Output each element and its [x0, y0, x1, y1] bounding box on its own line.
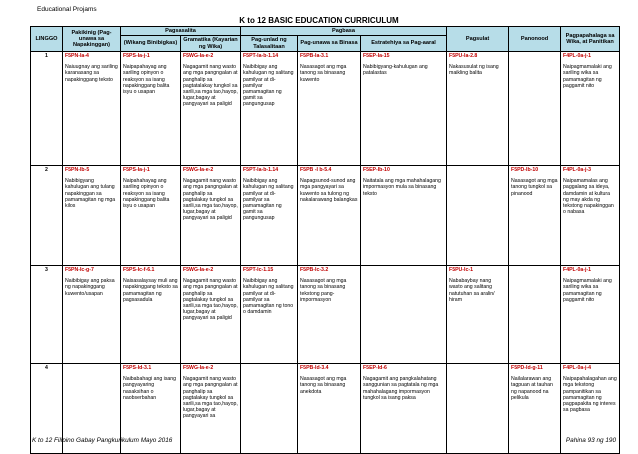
week-number: 2 — [31, 165, 63, 265]
footer-document-name: K to 12 Filipino Gabay Pangkurikulum Mayo 2016 — [32, 437, 173, 444]
table-cell — [241, 165, 298, 265]
competency-text: Naipapahalagahan ang mga tekstong pampanitikan sa pamamagitan ng pagpapakita ng interes sa pagbasa — [563, 376, 617, 414]
column-header-talasalitaan: Pag-unlad ng Talasalitaan — [241, 36, 298, 52]
table-cell — [63, 51, 121, 165]
competency-code: F5EP-Ia-15 — [363, 52, 390, 59]
competency-code: F5PB -I b-5.4 — [300, 166, 332, 173]
table-cell — [447, 51, 509, 165]
column-header-pagsasalita: Pagsasalita — [121, 27, 241, 36]
competency-text: Nagagamit nang wasto ang mga pangngalan at panghalip sa pagtalakay tungkol sa sarili,sa mga tao,hayop, lugar,bagay at pangyayari sa paligid — [183, 178, 238, 222]
table-body — [31, 51, 620, 453]
table-cell — [298, 165, 361, 265]
competency-text: Nasasagot ang mga tanong sa binasang kuwento — [300, 64, 347, 83]
table-cell — [361, 51, 447, 165]
competency-code: F5PB-Ia-3.1 — [300, 52, 329, 59]
table-cell — [181, 363, 241, 453]
competency-text: Naisasalaysay muli ang napakinggang teksto sa pamamagitan ng pagsasadula — [123, 278, 178, 303]
week-number: 1 — [31, 51, 63, 165]
competency-code: F5PT-Ic-1.15 — [243, 266, 274, 273]
table-cell — [447, 165, 509, 265]
competency-text: Naipagmamalaki ang sariling wika sa pamamagitan ng paggamit nito — [563, 278, 612, 303]
competency-text: Nagagamit nang wasto ang mga pangngalan at panghalip sa pagtatalakay tungkol sa sarili,sa mga tao,hayop, lugar,bagay at pangyayari sa paligid — [183, 64, 238, 108]
table-row — [31, 165, 620, 265]
competency-text: Napagsunod-sunod ang mga pangyayari sa kuwento sa tulong ng nakalarawang balangkas — [300, 178, 358, 203]
competency-text: Naibibigay ang paksa ng napakinggang kuwento/usapan — [65, 278, 115, 297]
week-number: 3 — [31, 265, 63, 363]
column-header-pagpapahalaga: Pagpapahalaga sa Wika, at Panitikan — [561, 27, 620, 52]
competency-code: F4PL-0a-j-3 — [563, 166, 592, 173]
table-cell — [361, 363, 447, 453]
competency-code: F5PS-Ic-f-6.1 — [123, 266, 155, 273]
table-row — [31, 265, 620, 363]
table-cell — [298, 363, 361, 453]
table-cell — [121, 51, 181, 165]
competency-code: F5PT-Ia-b-1.14 — [243, 166, 279, 173]
competency-code: F5PU-Ic-1 — [449, 266, 473, 273]
table-cell — [298, 265, 361, 363]
competency-text: Naibabahagi ang isang pangyayaring nasaksihan o naobserbahan — [123, 376, 177, 401]
table-cell — [447, 363, 509, 453]
competency-text: Naitatala ang mga mahahalagang impormasyon mula sa binasang teksto — [363, 178, 441, 197]
curriculum-table — [30, 26, 620, 454]
competency-text: Naipahahayag ang sariling opinyon o reaksyon sa isang napakinggang balita isyu o usapan — [123, 178, 170, 209]
column-header-panonood: Panonood — [509, 27, 561, 52]
competency-code: F5WG-Ia-e-2 — [183, 166, 214, 173]
competency-code: F5PD-Id-g-11 — [511, 364, 543, 371]
competency-code: F5PB-Ic-3.2 — [300, 266, 329, 273]
competency-text: Naiuugnay ang sariling karanasang sa napakinggang teksto — [65, 64, 118, 83]
competency-code: F5PN-Ib-5 — [65, 166, 90, 173]
footer-page-number: Pahina 93 ng 190 — [565, 437, 616, 444]
table-cell — [361, 165, 447, 265]
competency-code: F5PU-Ia-2.8 — [449, 52, 478, 59]
table-cell — [447, 265, 509, 363]
table-cell — [241, 265, 298, 363]
competency-code: F5PB-Id-3.4 — [300, 364, 329, 371]
table-cell — [121, 165, 181, 265]
column-header-pagsulat: Pagsulat — [447, 27, 509, 52]
table-cell — [181, 265, 241, 363]
competency-code: F5PN-Ia-4 — [65, 52, 89, 59]
table-cell — [63, 265, 121, 363]
header-organization: Educational Projams — [37, 6, 97, 13]
competency-code: F5PS-Ia-j-1 — [123, 166, 150, 173]
table-cell — [361, 265, 447, 363]
competency-code: F5PT-Ia-b-1.14 — [243, 52, 279, 59]
competency-text: Nababaybay nang wasto ang salitang natutuhan sa aralin/ hiram — [449, 278, 495, 303]
table-cell — [561, 165, 620, 265]
column-header-gramatika: Gramatika (Kayarian ng Wika) — [181, 36, 241, 52]
competency-text: Nasasagot ang mga tanong sa binasang tekstong pang-impormasyon — [300, 278, 347, 303]
table-cell — [181, 165, 241, 265]
column-header-pagbasa: Pagbasa — [241, 27, 447, 36]
competency-text: Nasasagot ang mga tanong tungkol sa pinanood — [511, 178, 558, 197]
competency-code: F5WG-Ia-e-2 — [183, 266, 214, 273]
table-cell — [181, 51, 241, 165]
competency-code: F5EP-Ib-10 — [363, 166, 390, 173]
column-header-pag-unawa: Pag-unawa sa Binasa — [298, 36, 361, 52]
competency-text: Nakasusulat ng isang maikling balita — [449, 64, 499, 77]
competency-code: F5PS-Ia-j-1 — [123, 52, 150, 59]
competency-text: Nabibigyang-kahulugan ang patalastas — [363, 64, 428, 77]
table-cell — [298, 51, 361, 165]
document-title: K to 12 BASIC EDUCATION CURRICULUM — [239, 16, 399, 25]
competency-code: F4PL-0a-j-1 — [563, 266, 592, 273]
table-cell — [509, 363, 561, 453]
table-cell — [63, 165, 121, 265]
competency-text: Naibibigay ang kahulugan ng salitang pamilyar at di-pamilyar sa pamamagitan ng tono o damdamin — [243, 278, 294, 316]
competency-text: Naipamamalas ang paggalang sa ideya, damdamin at kultura ng may akda ng tekstong napakinggan o nabasa — [563, 178, 614, 216]
competency-text: Nasasagot ang mga tanong sa binasang anekdota — [300, 376, 347, 395]
week-number: 4 — [31, 363, 63, 453]
table-row — [31, 51, 620, 165]
competency-code: F5PN-Ic-g-7 — [65, 266, 94, 273]
table-cell — [509, 265, 561, 363]
column-header-linggo: LINGGO — [31, 27, 63, 52]
competency-code: F5PD-Ib-10 — [511, 166, 539, 173]
column-header-wikang-binibigkas: (Wikang Binibigkas) — [121, 36, 181, 52]
table-cell — [121, 265, 181, 363]
table-cell — [561, 265, 620, 363]
competency-text: Nabibigyang kahulugan ang tulang napakinggan sa pamamagitan ng mga kilos — [65, 178, 116, 209]
competency-text: Nagagamit nang wasto ang mga pangngalan at panghalip sa pagtalakay tungkol sa sarili,sa mga tao,hayop, lugar,bagay at pangyayari sa paligid — [183, 278, 238, 322]
competency-text: Naibibigay ang kahulugan ng salitang pamilyar at di-pamilyar sa pamamagitan ng gamit sa pangungusap — [243, 178, 294, 222]
table-cell — [561, 51, 620, 165]
table-cell — [509, 51, 561, 165]
competency-text: Nagagamit nang wasto ang mga pangngalan at panghalip sa pagtalakay tungkol sa sarili,sa mga tao,hayop, lugar,bagay at pangyayari sa — [183, 376, 238, 420]
competency-text: Naipagmamalaki ang sariling wika sa pamamagitan ng paggamit nito — [563, 64, 612, 89]
table-cell — [509, 165, 561, 265]
competency-code: F5PS-Id-3.1 — [123, 364, 152, 371]
competency-code: F4PL-0a-j-1 — [563, 52, 592, 59]
table-header-row — [31, 27, 620, 36]
competency-text: Nagagamit ang pangkalahatang sanggunian sa pagtatala ng mga mahahalagang impormasyon tungkol sa isang paksa — [363, 376, 439, 401]
column-header-pakikinig: Pakikinig (Pag-unawa sa Napakinggan) — [63, 27, 121, 52]
column-header-estratehiya: Estratehiya sa Pag-aaral — [361, 36, 447, 52]
competency-code: F5EP-Id-6 — [363, 364, 387, 371]
competency-code: F5WG-Ia-e-2 — [183, 52, 214, 59]
competency-text: Nailalarawan ang tagpuan at tauhan ng napanood na pelikula — [511, 376, 553, 401]
competency-text: Naipapahayag ang sariling opinyon o reaksyon sa isang napakinggang balita isyu o usapan — [123, 64, 170, 95]
table-cell — [241, 363, 298, 453]
competency-code: F4PL-0a-j-4 — [563, 364, 592, 371]
competency-text: Naibibigay ang kahulugan ng salitang pamilyar at di-pamilyar pamamagitan ng gamit sa pangungusap — [243, 64, 294, 108]
table-cell — [241, 51, 298, 165]
competency-code: F5WG-Ia-e-2 — [183, 364, 214, 371]
